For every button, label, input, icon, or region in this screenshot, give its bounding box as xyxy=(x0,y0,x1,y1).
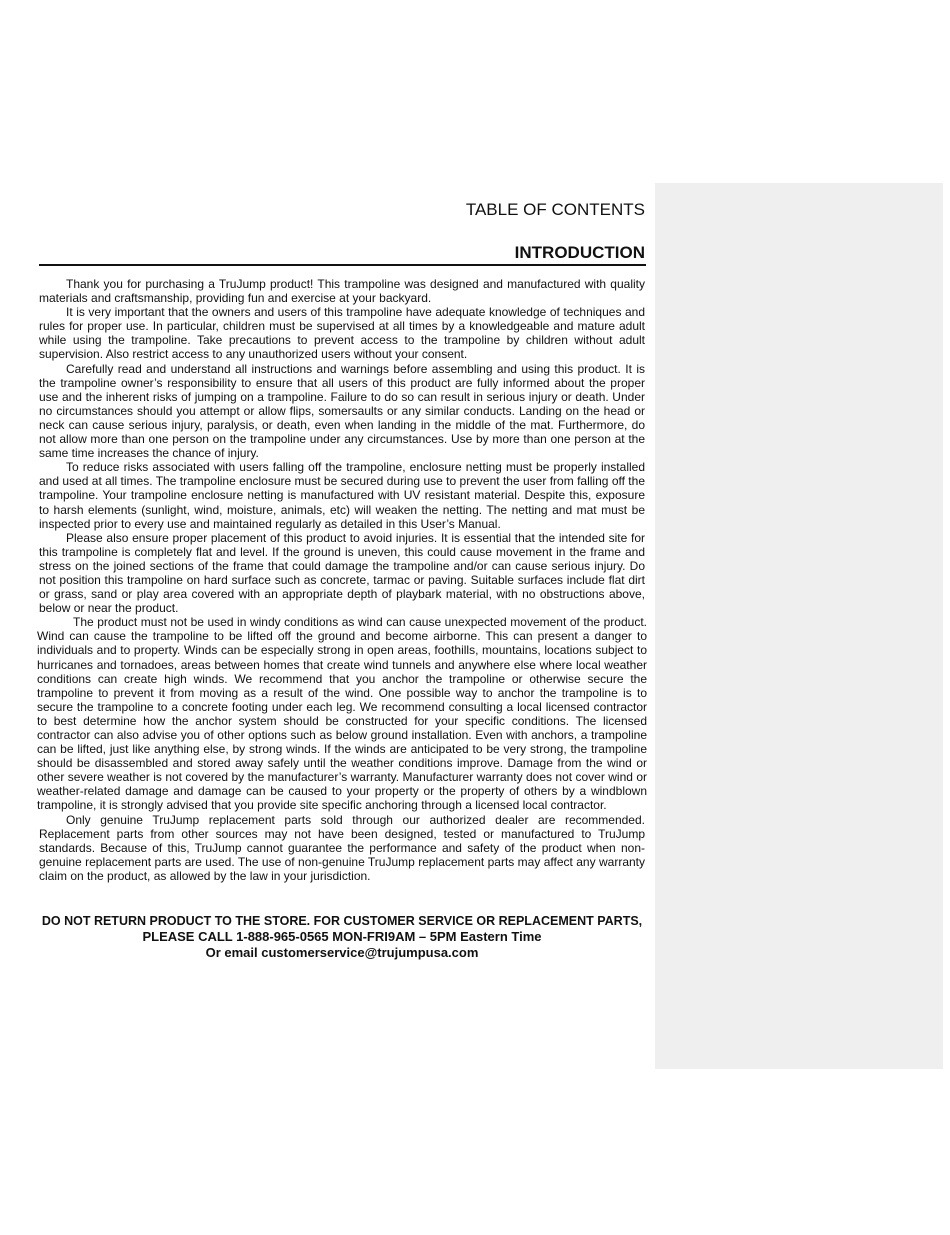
notice-line-phone: PLEASE CALL 1-888-965-0565 MON-FRI9AM – 5PM Eastern Time xyxy=(142,929,542,944)
notice-line-email: Or email customerservice@trujumpusa.com xyxy=(205,945,479,960)
paragraph-supervision: It is very important that the owners and users of this trampoline have adequate knowledge of techniques and rules for proper use. In particular, children must be supervised at all times by a knowledgeable and mature adult while using the trampoline. Take precautions to prevent access to the trampoline by children without adult supervision. Also restrict access to any unauthorized users without your consent. xyxy=(39,305,645,362)
title-rule xyxy=(39,264,646,266)
comment-margin-pane xyxy=(655,183,943,1069)
paragraph-enclosure: To reduce risks associated with users falling off the trampoline, enclosure netting must be properly installed and used at all times. The trampoline enclosure must be secured during use to prevent the user from falling off the trampoline. Your trampoline enclosure netting is manufactured with UV resistant material. Despite this, exposure to harsh elements (sunlight, wind, moisture, animals, etc) will weaken the netting. The netting and mat must be inspected prior to every use and maintained regularly as detailed in this User’s Manual. xyxy=(39,460,645,531)
clipped-heading: TABLE OF CONTENTS xyxy=(465,200,645,219)
notice-line-return: DO NOT RETURN PRODUCT TO THE STORE. FOR CUSTOMER SERVICE OR REPLACEMENT PARTS, xyxy=(41,914,643,928)
paragraph-replacement-parts: Only genuine TruJump replacement parts sold through our authorized dealer are recommended. Replacement parts from other sources may not have been designed, tested or manufactured to TruJump standards. Because of this, TruJump cannot guarantee the performance and safety of the product when non-genuine replacement parts are used. The use of non-genuine TruJump replacement parts may affect any warranty claim on the product, as allowed by the law in your jurisdiction. xyxy=(39,812,645,883)
introduction-body xyxy=(39,277,645,883)
paragraph-placement: Please also ensure proper placement of this product to avoid injuries. It is essential that the intended site for this trampoline is completely flat and level. If the ground is uneven, this could cause movement in the frame and stress on the joined sections of the frame that could damage the trampoline and/or can cause serious injury. Do not position this trampoline on hard surface such as concrete, tarmac or paving. Suitable surfaces include flat dirt or grass, sand or play area covered with an appropriate depth of playbark material, with no obstructions above, below or near the product. xyxy=(39,530,645,616)
paragraph-warnings: Carefully read and understand all instructions and warnings before assembling and using this product. It is the trampoline owner’s responsibility to ensure that all users of this product are fully informed about the proper use and the inherent risks of jumping on a trampoline. Failure to do so can result in serious injury or death. Under no circumstances should you attempt or allow flips, somersaults or any similar conducts. Landing on the head or neck can cause serious injury, paralysis, or death, even when landing in the middle of the mat. Furthermore, do not allow more than one person on the trampoline under any circumstances. Use by more than one person at the same time increases the chance of injury. xyxy=(39,361,645,461)
customer-service-notice xyxy=(39,913,645,961)
paragraph-thank-you: Thank you for purchasing a TruJump product! This trampoline was designed and manufactured with quality materials and craftsmanship, providing fun and exercise at your backyard. xyxy=(39,277,645,306)
paragraph-wind: The product must not be used in windy conditions as wind can cause unexpected movement of the product. Wind can cause the trampoline to be lifted off the ground and become airborne. This can present a danger to individuals and to property. Winds can be especially strong in open areas, foothills, mountains, locations subject to hurricanes and tornadoes, areas between homes that create wind tunnels and anywhere else where local weather conditions can create high winds. We recommend that you anchor the trampoline or otherwise secure the trampoline to prevent it from moving as a result of the wind. One possible way to anchor the trampoline is to secure the trampoline to a concrete footing under each leg. We recommend consulting a local licensed contractor to best determine how the anchor system should be constructed for your specific conditions. The licensed contractor can also advise you of other options such as below ground installation. Even with anchors, a trampoline can be lifted, just like anything else, by strong winds. If the winds are anticipated to be very strong, the trampoline should be disassembled and stored away safely until the weather conditions improve. Damage from the wind or other severe weather is not covered by the manufacturer’s warranty. Manufacturer warranty does not cover wind or weather-related damage and damage can be caused to your property or the property of others by a windblown trampoline, it is strongly advised that you provide site specific anchoring through a licensed local contractor. xyxy=(37,615,647,813)
section-title: INTRODUCTION xyxy=(514,243,645,262)
